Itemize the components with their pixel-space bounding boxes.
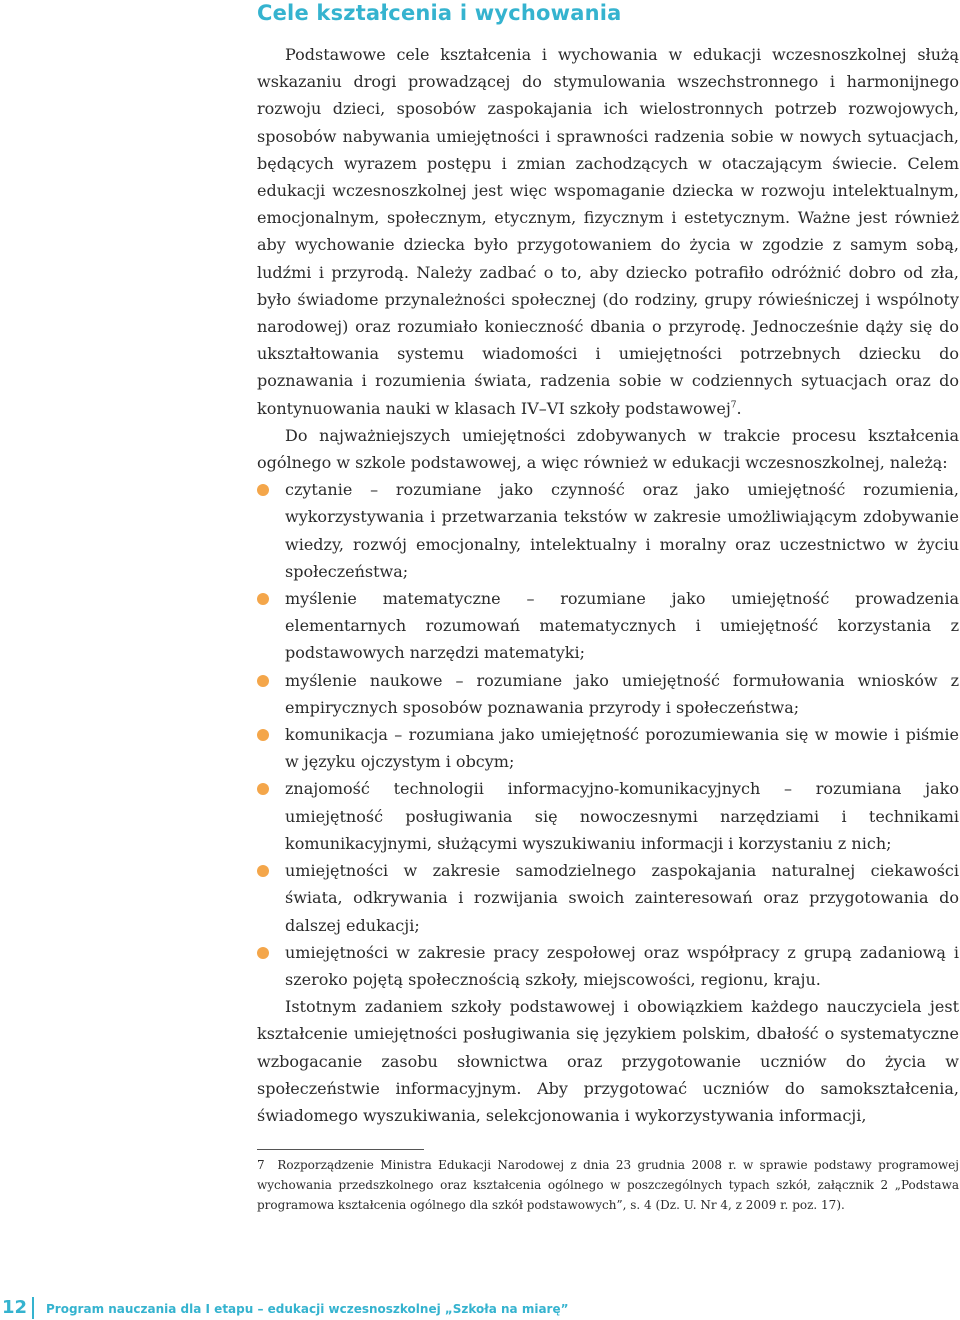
bullet-icon (257, 783, 269, 795)
list-item-text: myślenie naukowe – rozumiane jako umiejętność formułowania wniosków z empirycznych sposobów poznawania przyrody i społeczeństwa; (285, 670, 959, 717)
bullet-icon (257, 593, 269, 605)
list-item (257, 667, 959, 721)
paragraph-school-task: Istotnym zadaniem szkoły podstawowej i obowiązkiem każdego nauczyciela jest kształcenie umiejętności posługiwania się językiem polskim, dbałość o systematyczne wzbogacanie zasobu słownictwa oraz przygotowanie uczniów do życia w społeczeństwie informacyjnym. Aby przygotować uczniów do samokształcenia, świadomego wyszukiwania, selekcjonowania i wykorzystywania informacji, (257, 997, 959, 1125)
list-item (257, 775, 959, 857)
bullet-icon (257, 484, 269, 496)
list-item-text: umiejętności w zakresie pracy zespołowej oraz współpracy z grupą zadaniową i szeroko pojętą społecznością szkoły, miejscowości, regionu, kraju. (285, 942, 959, 989)
list-item (257, 857, 959, 939)
bullet-icon (257, 947, 269, 959)
footnote-divider (257, 1149, 424, 1150)
paragraph-goals-text: Podstawowe cele kształcenia i wychowania w edukacji wczesnoszkolnej służą wskazaniu drogi prowadzącej do stymulowania wszechstronnego i harmonijnego rozwoju dzieci, sposobów zaspokajania ich wielostronnych potrzeb rozwojowych, sposobów nabywania umiejętności i sprawności radzenia sobie w nowych sytuacjach, będących wyrazem postępu i zmian zachodzących w otaczającym świecie. Celem edukacji wczesnoszkolnej jest więc wspomaganie dziecka w rozwoju intelektualnym, emocjonalnym, społecznym, etycznym, fizycznym i estetycznym. Ważne jest również aby wychowanie dziecka było przygotowaniem do życia w zgodzie z samym sobą, ludźmi i przyrodą. Należy zadbać o to, aby dziecko potrafiło odróżnić dobro od zła, było świadome przynależności społecznej (do rodziny, grupy rówieśniczej i wspólnoty narodowej) oraz rozumiało konieczność dbania o przyrodę. Jednocześnie dąży się do ukształtowania systemu wiadomości i umiejętności potrzebnych dziecku do poznawania i rozumienia świata, radzenia sobie w codziennych sytuacjach oraz do kontynuowania nauki w klasach IV–VI szkoły podstawowej (257, 45, 959, 418)
list-item (257, 721, 959, 775)
list-item (257, 585, 959, 667)
paragraph-goals-end: . (736, 398, 742, 418)
list-item-text: czytanie – rozumiane jako czynność oraz jako umiejętność rozumienia, wykorzystywania i przetwarzania tekstów w zakresie umożliwiającym zdobywanie wiedzy, rozwój emocjonalny, intelektualny i moralny oraz uczestnictwo w życiu społeczeństwa; (285, 480, 959, 581)
footnote-text: Rozporządzenie Ministra Edukacji Narodowej z dnia 23 grudnia 2008 r. w sprawie podstawy programowej wychowania przedszkolnego oraz kształcenia ogólnego w poszczególnych typach szkół, załącznik 2 „Podstawa programowa kształcenia ogólnego dla szkół podstawowych”, s. 4 (Dz. U. Nr 4, z 2009 r. poz. 17). (257, 1158, 959, 1212)
footnote-number: 7 (257, 1158, 265, 1172)
body-text (257, 41, 959, 1129)
section-heading: Cele kształcenia i wychowania (257, 1, 622, 25)
bullet-icon (257, 729, 269, 741)
page-number: 12 (2, 1297, 28, 1318)
footer-divider (32, 1297, 34, 1319)
footnote-reference[interactable]: 7 (730, 400, 737, 411)
list-item (257, 476, 959, 585)
paragraph-skills-intro: Do najważniejszych umiejętności zdobywanych w trakcie procesu kształcenia ogólnego w szkole podstawowej, a więc również w edukacji wczesnoszkolnej, należą: (257, 425, 959, 473)
page-footer (0, 1296, 960, 1320)
list-item-text: znajomość technologii informacyjno-komunikacyjnych – rozumiana jako umiejętność posługiwania się nowoczesnymi narzędziami i technikami komunikacyjnymi, służącymi wyszukiwaniu informacji i korzystaniu z nich; (285, 779, 959, 853)
skills-list (257, 476, 959, 993)
list-item-text: umiejętności w zakresie samodzielnego zaspokajania naturalnej ciekawości świata, odkrywania i rozwijania swoich zainteresowań oraz przygotowania do dalszej edukacji; (285, 861, 959, 935)
list-item (257, 939, 959, 993)
bullet-icon (257, 675, 269, 687)
list-item-text: myślenie matematyczne – rozumiane jako umiejętność prowadzenia elementarnych rozumowań matematycznych i umiejętność korzystania z podstawowych narzędzi matematyki; (285, 589, 959, 663)
list-item-text: komunikacja – rozumiana jako umiejętność porozumiewania się w mowie i piśmie w języku ojczystym i obcym; (285, 725, 959, 772)
bullet-icon (257, 865, 269, 877)
paragraph-goals (257, 41, 959, 422)
footer-title: Program nauczania dla I etapu – edukacji wczesnoszkolnej „Szkoła na miarę” (46, 1302, 569, 1316)
footnote (257, 1155, 959, 1215)
